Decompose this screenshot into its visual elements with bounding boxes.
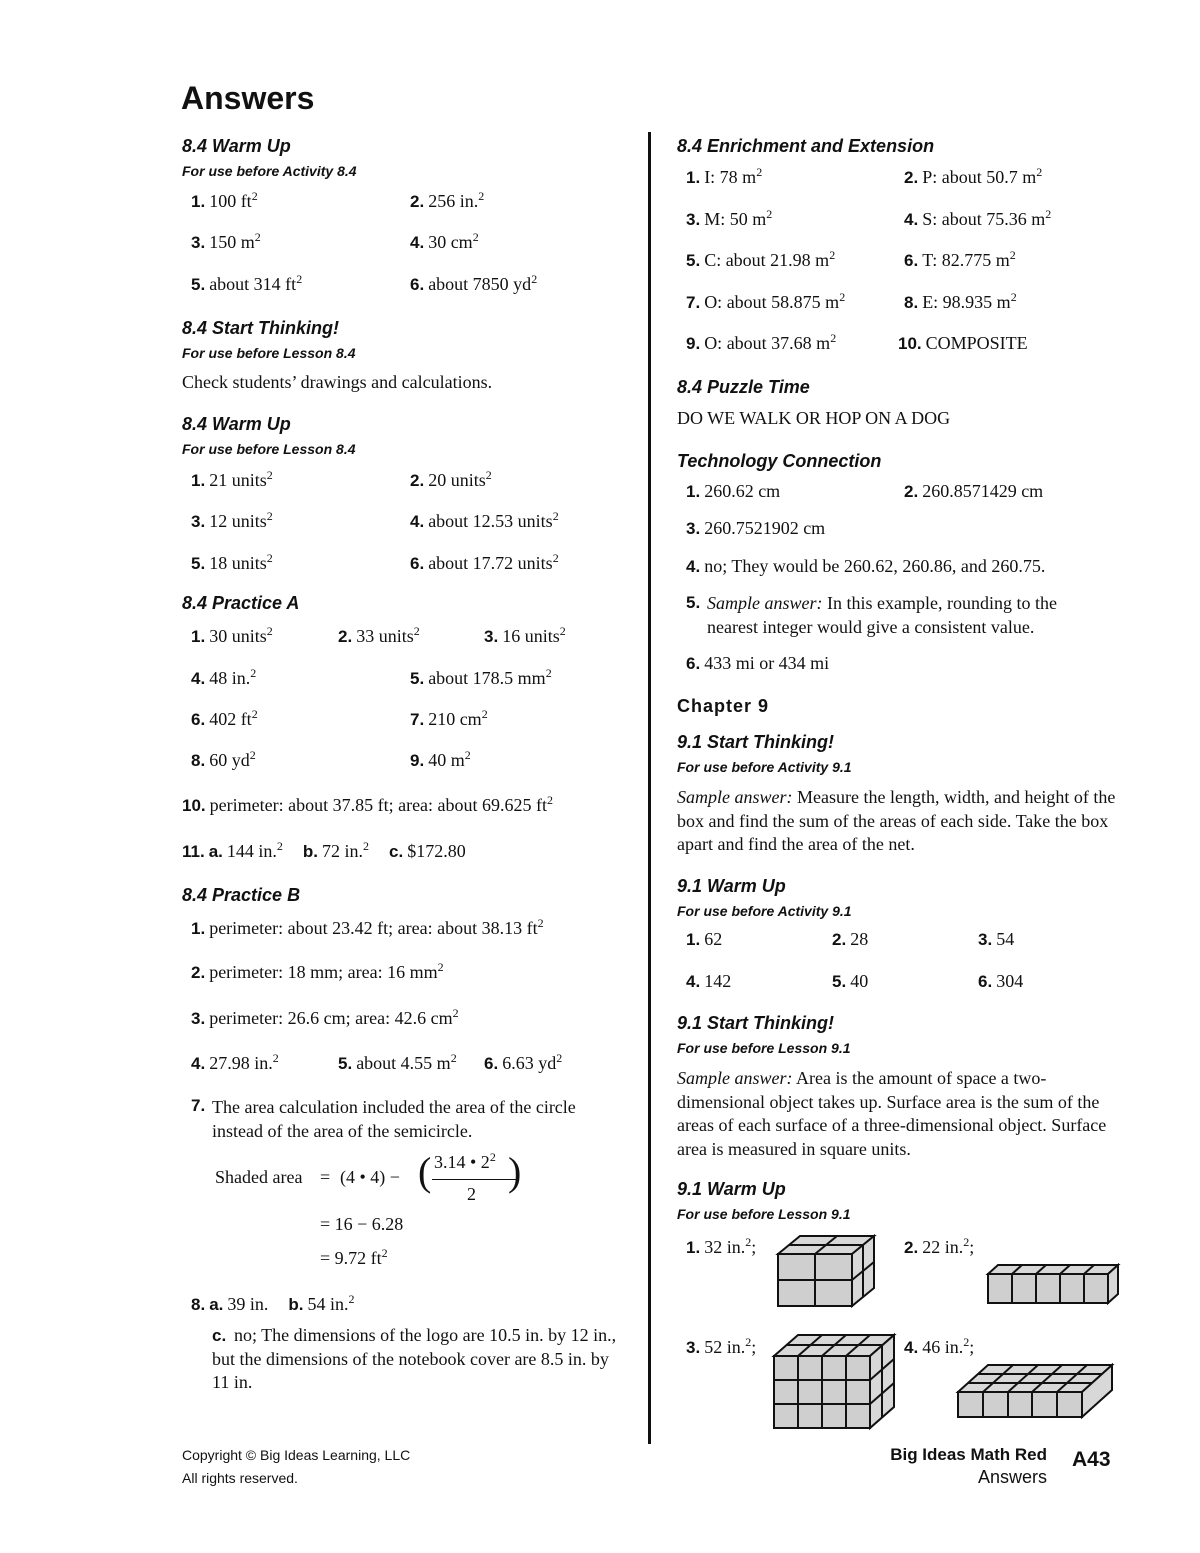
answer-item: 9. 40 $m^2$ — [410, 748, 471, 770]
answer-item: 4. 30 $cm^2$ — [410, 230, 479, 252]
answer-text: The area calculation included the area of the circle instead of the area of the semicircle. — [212, 1097, 576, 1141]
book-title: Big Ideas Math Red — [890, 1445, 1047, 1464]
equation-label: Shaded area — [215, 1167, 303, 1187]
puzzle-answer: DO WE WALK OR HOP ON A DOG — [677, 408, 951, 428]
answer-item: 2. 22 in.$^2$; — [904, 1235, 975, 1257]
answer-item: 5. about 178.5 $mm^2$ — [410, 666, 552, 688]
fraction-denominator: 2 — [467, 1184, 476, 1204]
page-number: A43 — [1072, 1448, 1111, 1471]
section-title: 9.1 Warm Up — [677, 876, 786, 896]
answer-item: 10. COMPOSITE — [898, 333, 1028, 353]
answer-item: 1. perimeter: about 23.42 ft; area: about 38.13 $ft^2$ — [191, 916, 544, 938]
section-title: 8.4 Warm Up — [182, 136, 291, 156]
answer-item: 6. T: 82.775 $m^2$ — [904, 248, 1016, 270]
answer-item: 1. 21 units$^2$ — [191, 468, 273, 490]
section-subtitle: For use before Lesson 9.1 — [677, 1040, 851, 1056]
answer-item: 6. 402 $ft^2$ — [191, 707, 258, 729]
answer-item: 5. 18 units$^2$ — [191, 551, 273, 573]
answer-item: 2. 260.8571429 cm — [904, 481, 1044, 501]
answer-text: Sample answer: Area is the amount of space a two-dimensional object takes up. Surface area is the sum of the areas of each surface of a three-dimensional object. Surface area is measured in square units. — [677, 1068, 1107, 1159]
section-subtitle: For use before Activity 9.1 — [677, 759, 852, 775]
section-subtitle: For use before Lesson 8.4 — [182, 441, 356, 457]
section-title: 9.1 Start Thinking! — [677, 1013, 835, 1033]
cube-prism-2x2x2-figure — [770, 1232, 882, 1312]
section-subtitle: For use before Activity 8.4 — [182, 163, 357, 179]
answer-item: 2. 256 in.$^2$ — [410, 189, 485, 211]
answer-text: Sample answer: Measure the length, width, and height of the box and find the sum of the areas of each side. Take the box apart and find the area of the net. — [677, 787, 1116, 854]
section-title: 8.4 Puzzle Time — [677, 377, 810, 397]
answer-text: Sample answer: In this example, rounding to the nearest integer would give a consistent value. — [707, 593, 1057, 637]
section-title: 8.4 Warm Up — [182, 414, 291, 434]
answer-item: 9. O: about 37.68 $m^2$ — [686, 331, 837, 353]
answer-item: 11. a. 144 in.$^2$ b. 72 in.$^2$ c. $172.80 — [182, 839, 466, 861]
equation-term: (4 • 4) − — [340, 1167, 400, 1187]
cube-prism-3x4x2-figure — [770, 1332, 898, 1432]
answer-item: 1. 100 $ft^2$ — [191, 189, 258, 211]
section-subtitle: For use before Lesson 9.1 — [677, 1206, 851, 1222]
section-title: Technology Connection — [677, 451, 882, 471]
paren-open: ( — [418, 1149, 432, 1194]
section-title: 9.1 Warm Up — [677, 1179, 786, 1199]
equation-step: = 9.72 $ft^2$ — [320, 1246, 388, 1268]
answer-item: 4. 48 in.$^2$ — [191, 666, 257, 688]
page-title: Answers — [181, 80, 315, 116]
answer-item: 8. E: 98.935 $m^2$ — [904, 290, 1017, 312]
section-title: 8.4 Practice A — [182, 593, 300, 613]
item-letter: c. — [212, 1326, 227, 1345]
answer-item: 4. about 12.53 units$^2$ — [410, 509, 559, 531]
answer-item: 6. about 17.72 units$^2$ — [410, 551, 559, 573]
answer-item: 2. 28 — [832, 929, 869, 949]
answer-item: 4. 46 in.$^2$; — [904, 1335, 975, 1357]
answer-item: 1. 62 — [686, 929, 723, 949]
answer-item: 2. perimeter: 18 mm; area: 16 $mm^2$ — [191, 960, 444, 982]
fraction-numerator: 3.14 • $2^2$ — [434, 1150, 496, 1172]
footer-copyright: Copyright © Big Ideas Learning, LLC — [182, 1447, 411, 1463]
answer-item: 2. 33 units$^2$ — [338, 624, 420, 646]
column-divider — [648, 132, 651, 1444]
item-number: 5. — [686, 593, 701, 612]
item-number: 7. — [191, 1096, 206, 1115]
answer-item: 5. about 314 $ft^2$ — [191, 272, 303, 294]
answer-item: 6. 6.63 $yd^2$ — [484, 1051, 563, 1073]
answer-item: 8. a. 39 in. b. 54 in.$^2$ — [191, 1292, 355, 1314]
book-section: Answers — [977, 1467, 1047, 1487]
answer-text: no; The dimensions of the logo are 10.5 in. by 12 in., but the dimensions of the notebook cover are 8.5 in. by 11 in. — [212, 1325, 617, 1392]
cube-prism-3x5-figure — [954, 1362, 1116, 1422]
answer-item: 1. 260.62 cm — [686, 481, 781, 501]
answer-item: 2. 20 units$^2$ — [410, 468, 492, 490]
section-title: 8.4 Enrichment and Extension — [677, 136, 935, 156]
section-subtitle: For use before Activity 9.1 — [677, 903, 852, 919]
answer-item: 1. I: 78 $m^2$ — [686, 165, 763, 187]
answer-item: 3. 52 in.$^2$; — [686, 1335, 757, 1357]
answer-item: 2. P: about 50.7 $m^2$ — [904, 165, 1043, 187]
answer-item: 5. C: about 21.98 $m^2$ — [686, 248, 836, 270]
answer-item: 3. 260.7521902 cm — [686, 518, 826, 538]
answer-item: 6. about 7850 $yd^2$ — [410, 272, 538, 294]
section-title: 8.4 Practice B — [182, 885, 301, 905]
footer-rights: All rights reserved. — [182, 1470, 298, 1486]
chapter-heading: Chapter 9 — [677, 696, 770, 716]
answer-item: 4. S: about 75.36 $m^2$ — [904, 207, 1052, 229]
answer-item: 4. 27.98 in.$^2$ — [191, 1051, 279, 1073]
answer-item: 3. 12 units$^2$ — [191, 509, 273, 531]
answer-item: 3. 54 — [978, 929, 1015, 949]
answer-item: 3. 150 $m^2$ — [191, 230, 261, 252]
section-subtitle: For use before Lesson 8.4 — [182, 345, 356, 361]
answer-item: 4. 142 — [686, 971, 732, 991]
answer-item: 7. 210 $cm^2$ — [410, 707, 488, 729]
equation-equals: = — [320, 1167, 331, 1187]
answer-item: 1. 32 in.$^2$; — [686, 1235, 757, 1257]
answer-item: 10. perimeter: about 37.85 ft; area: about 69.625 $ft^2$ — [182, 793, 554, 815]
answer-item: 6. 433 mi or 434 mi — [686, 653, 830, 673]
section-title: 9.1 Start Thinking! — [677, 732, 835, 752]
paren-close: ) — [508, 1149, 522, 1194]
fraction-bar — [432, 1179, 516, 1180]
equation-step: = 16 − 6.28 — [320, 1214, 404, 1234]
answer-item: 7. O: about 58.875 $m^2$ — [686, 290, 846, 312]
answer-item: 1. 30 units$^2$ — [191, 624, 273, 646]
answer-text: Check students’ drawings and calculations. — [182, 372, 493, 392]
answer-item: 3. 16 units$^2$ — [484, 624, 566, 646]
answer-item: 5. about 4.55 $m^2$ — [338, 1051, 457, 1073]
cube-prism-1x5-figure — [984, 1262, 1122, 1308]
answer-item: 3. perimeter: 26.6 cm; area: 42.6 $cm^2$ — [191, 1006, 459, 1028]
answer-item: 6. 304 — [978, 971, 1024, 991]
section-title: 8.4 Start Thinking! — [182, 318, 340, 338]
answer-item: 4. no; They would be 260.62, 260.86, and 260.75. — [686, 556, 1046, 576]
answer-item: 3. M: 50 $m^2$ — [686, 207, 773, 229]
answer-item: 8. 60 $yd^2$ — [191, 748, 256, 770]
answer-item: 5. 40 — [832, 971, 869, 991]
